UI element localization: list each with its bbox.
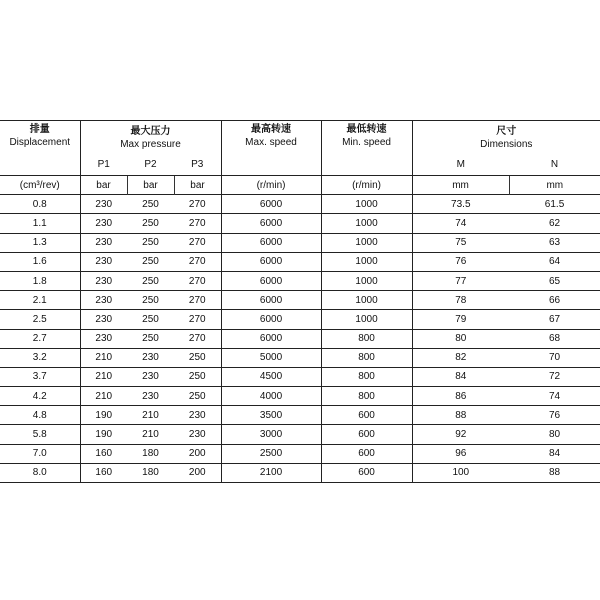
cell-p1: 210: [80, 387, 127, 406]
cell-p2: 250: [127, 310, 174, 329]
cell-max-speed: 6000: [221, 271, 321, 290]
cell-displacement: 8.0: [0, 463, 80, 482]
unit-min-speed: (r/min): [321, 176, 412, 195]
cell-displacement: 2.7: [0, 329, 80, 348]
cell-p3: 270: [174, 329, 221, 348]
cell-p2: 230: [127, 367, 174, 386]
cell-displacement: 4.2: [0, 387, 80, 406]
table-row: [0, 348, 600, 367]
cell-p3: 250: [174, 348, 221, 367]
cell-max-speed: 3500: [221, 406, 321, 425]
unit-p1: bar: [80, 176, 127, 195]
cell-n: 74: [509, 387, 600, 406]
cell-p2: 250: [127, 195, 174, 214]
cell-n: 88: [509, 463, 600, 482]
header-dimensions: [412, 121, 600, 155]
cell-p3: 250: [174, 387, 221, 406]
table-body: [0, 195, 600, 483]
cell-n: 66: [509, 291, 600, 310]
unit-p2: bar: [127, 176, 174, 195]
cell-p3: 200: [174, 444, 221, 463]
cell-m: 86: [412, 387, 509, 406]
cell-min-speed: 1000: [321, 310, 412, 329]
unit-n: mm: [509, 176, 600, 195]
subheader-p1: P1: [80, 154, 127, 176]
cell-displacement: 5.8: [0, 425, 80, 444]
cell-p1: 210: [80, 348, 127, 367]
cell-displacement: 3.7: [0, 367, 80, 386]
cell-displacement: 7.0: [0, 444, 80, 463]
header-displacement: [0, 121, 80, 176]
unit-p3: bar: [174, 176, 221, 195]
cell-p3: 270: [174, 310, 221, 329]
cell-n: 84: [509, 444, 600, 463]
table-row: [0, 444, 600, 463]
subheader-p3: P3: [191, 159, 204, 170]
header-displacement-en: Displacement: [9, 137, 71, 148]
cell-p2: 250: [127, 291, 174, 310]
cell-p2: 210: [127, 406, 174, 425]
unit-displacement: (cm³/rev): [0, 176, 80, 195]
unit-m: mm: [412, 176, 509, 195]
cell-min-speed: 800: [321, 348, 412, 367]
cell-p2: 250: [127, 329, 174, 348]
header-min-speed-en: Min. speed: [342, 137, 391, 148]
cell-max-speed: 6000: [221, 310, 321, 329]
cell-max-speed: 3000: [221, 425, 321, 444]
cell-p3: 270: [174, 195, 221, 214]
cell-n: 70: [509, 348, 600, 367]
cell-p3: 250: [174, 367, 221, 386]
cell-n: 72: [509, 367, 600, 386]
cell-displacement: 0.8: [0, 195, 80, 214]
cell-max-speed: 6000: [221, 195, 321, 214]
cell-min-speed: 1000: [321, 271, 412, 290]
cell-p1: 230: [80, 271, 127, 290]
table-row: [0, 271, 600, 290]
cell-min-speed: 800: [321, 329, 412, 348]
table-row: [0, 367, 600, 386]
cell-p2: 210: [127, 425, 174, 444]
cell-p3: 200: [174, 463, 221, 482]
cell-min-speed: 600: [321, 406, 412, 425]
cell-p1: 230: [80, 291, 127, 310]
cell-displacement: 4.8: [0, 406, 80, 425]
cell-min-speed: 800: [321, 367, 412, 386]
cell-p2: 180: [127, 463, 174, 482]
specification-table: [0, 120, 600, 483]
cell-max-speed: 4000: [221, 387, 321, 406]
subheader-m: M: [412, 154, 509, 176]
cell-p1: 230: [80, 233, 127, 252]
cell-displacement: 1.1: [0, 214, 80, 233]
cell-m: 92: [412, 425, 509, 444]
cell-p1: 160: [80, 444, 127, 463]
cell-max-speed: 2100: [221, 463, 321, 482]
cell-m: 78: [412, 291, 509, 310]
cell-max-speed: 6000: [221, 329, 321, 348]
cell-min-speed: 1000: [321, 195, 412, 214]
table-row: [0, 387, 600, 406]
table-row: [0, 291, 600, 310]
header-displacement-cn: 排量: [29, 124, 50, 135]
cell-p3: 270: [174, 214, 221, 233]
table-row: [0, 425, 600, 444]
cell-n: 68: [509, 329, 600, 348]
cell-min-speed: 600: [321, 425, 412, 444]
cell-p3: 270: [174, 271, 221, 290]
cell-n: 64: [509, 252, 600, 271]
cell-n: 62: [509, 214, 600, 233]
cell-m: 77: [412, 271, 509, 290]
cell-p2: 180: [127, 444, 174, 463]
cell-m: 84: [412, 367, 509, 386]
header-max-pressure-en: Max pressure: [120, 138, 181, 150]
cell-p1: 230: [80, 310, 127, 329]
header-row: [0, 121, 600, 155]
cell-m: 82: [412, 348, 509, 367]
cell-p2: 250: [127, 271, 174, 290]
cell-p2: 230: [127, 348, 174, 367]
cell-n: 67: [509, 310, 600, 329]
table-row: [0, 252, 600, 271]
cell-displacement: 1.6: [0, 252, 80, 271]
table-row: [0, 406, 600, 425]
table-row: [0, 195, 600, 214]
cell-min-speed: 1000: [321, 233, 412, 252]
cell-m: 73.5: [412, 195, 509, 214]
cell-p1: 190: [80, 425, 127, 444]
cell-n: 63: [509, 233, 600, 252]
cell-displacement: 2.5: [0, 310, 80, 329]
cell-min-speed: 1000: [321, 252, 412, 271]
table-row: [0, 214, 600, 233]
cell-max-speed: 6000: [221, 291, 321, 310]
header-max-speed: [221, 121, 321, 176]
cell-p1: 230: [80, 252, 127, 271]
cell-m: 75: [412, 233, 509, 252]
cell-m: 96: [412, 444, 509, 463]
cell-p1: 210: [80, 367, 127, 386]
table-row: [0, 329, 600, 348]
cell-m: 79: [412, 310, 509, 329]
cell-p1: 190: [80, 406, 127, 425]
cell-p1: 160: [80, 463, 127, 482]
cell-max-speed: 2500: [221, 444, 321, 463]
cell-p3: 270: [174, 291, 221, 310]
cell-min-speed: 600: [321, 463, 412, 482]
cell-n: 61.5: [509, 195, 600, 214]
table-row: [0, 310, 600, 329]
cell-p3: 230: [174, 425, 221, 444]
units-row: [0, 176, 600, 195]
cell-n: 65: [509, 271, 600, 290]
header-min-speed: [321, 121, 412, 176]
header-min-speed-cn: 最低转速: [346, 124, 387, 135]
cell-p2: 250: [127, 214, 174, 233]
cell-m: 80: [412, 329, 509, 348]
cell-p2: 230: [127, 387, 174, 406]
cell-p2: 250: [127, 252, 174, 271]
cell-displacement: 2.1: [0, 291, 80, 310]
cell-max-speed: 6000: [221, 252, 321, 271]
cell-p1: 230: [80, 214, 127, 233]
cell-m: 76: [412, 252, 509, 271]
subheader-p2: P2: [144, 159, 157, 170]
subheader-n: N: [550, 159, 559, 170]
cell-p3: 270: [174, 233, 221, 252]
cell-p3: 230: [174, 406, 221, 425]
cell-min-speed: 1000: [321, 214, 412, 233]
cell-displacement: 3.2: [0, 348, 80, 367]
cell-n: 76: [509, 406, 600, 425]
cell-p3: 270: [174, 252, 221, 271]
cell-p1: 230: [80, 195, 127, 214]
cell-max-speed: 6000: [221, 233, 321, 252]
header-max-speed-en: Max. speed: [245, 137, 297, 148]
header-max-pressure-cn: 最大压力: [130, 125, 171, 137]
cell-min-speed: 800: [321, 387, 412, 406]
header-dimensions-cn: 尺寸: [496, 125, 517, 137]
cell-p1: 230: [80, 329, 127, 348]
unit-max-speed: (r/min): [221, 176, 321, 195]
header-max-speed-cn: 最高转速: [251, 124, 292, 135]
table-row: [0, 233, 600, 252]
cell-n: 80: [509, 425, 600, 444]
cell-max-speed: 5000: [221, 348, 321, 367]
cell-m: 74: [412, 214, 509, 233]
cell-displacement: 1.8: [0, 271, 80, 290]
cell-displacement: 1.3: [0, 233, 80, 252]
cell-min-speed: 1000: [321, 291, 412, 310]
cell-m: 88: [412, 406, 509, 425]
header-max-pressure: [80, 121, 221, 155]
cell-m: 100: [412, 463, 509, 482]
table-row: [0, 463, 600, 482]
cell-p2: 250: [127, 233, 174, 252]
cell-max-speed: 4500: [221, 367, 321, 386]
cell-min-speed: 600: [321, 444, 412, 463]
cell-max-speed: 6000: [221, 214, 321, 233]
header-dimensions-en: Dimensions: [480, 138, 533, 150]
